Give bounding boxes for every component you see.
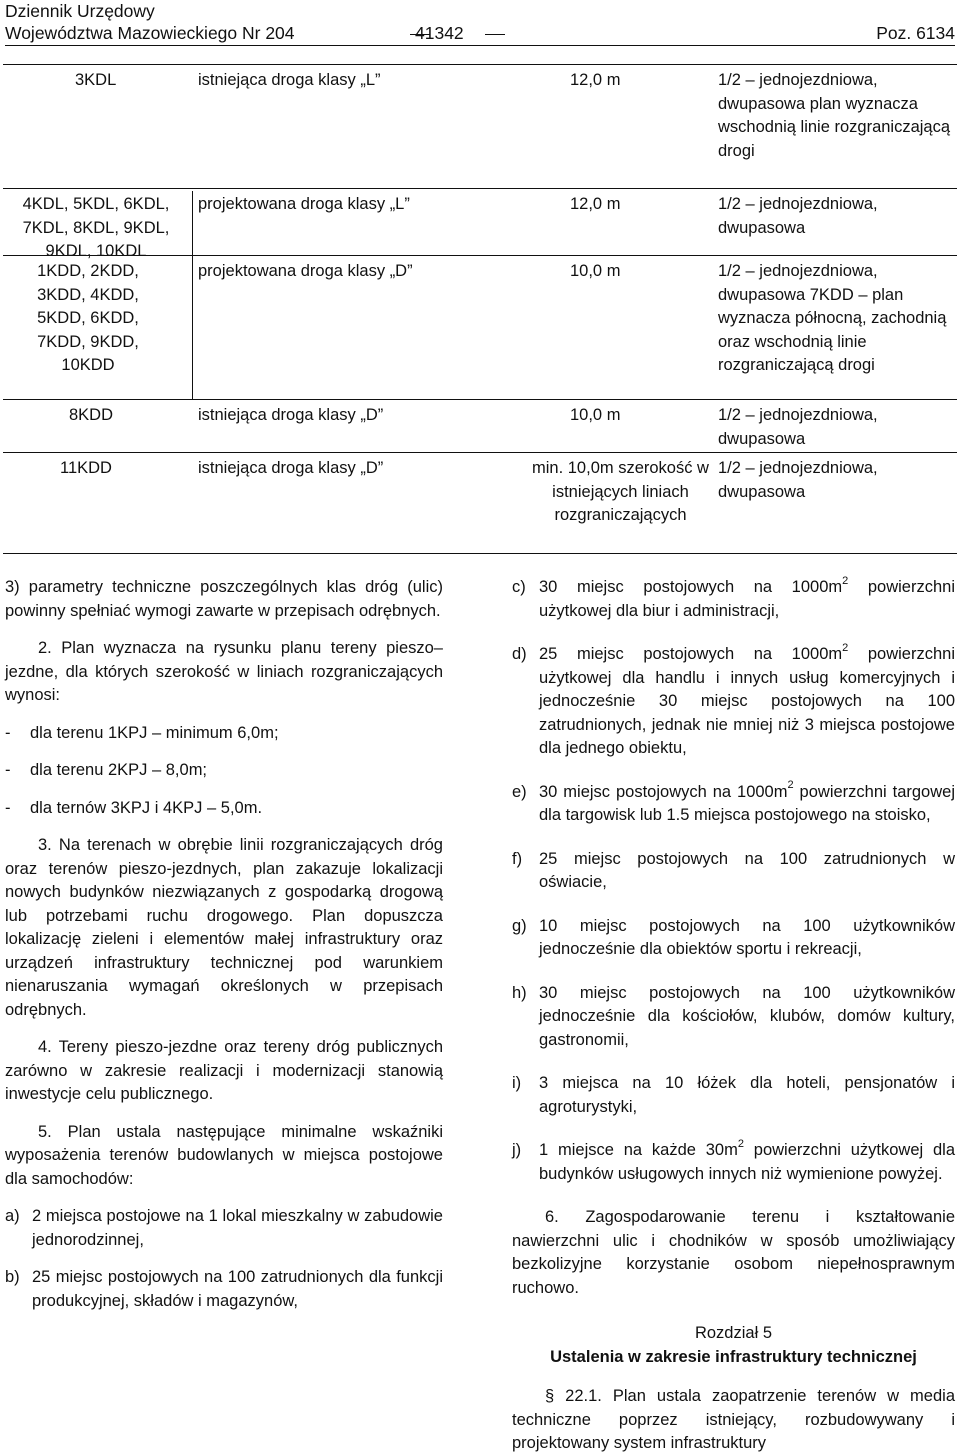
section-2: 2. Plan wyznacza na rysunku planu tereny pieszo–jezdne, dla których szerokość w liniach rozgraniczających wynosi: (5, 639, 443, 704)
journal-title: Dziennik Urzędowy (5, 1, 155, 21)
right-column (512, 576, 955, 1456)
road-type: projektowana droga klasy „D” (198, 262, 413, 280)
list-item: i) 3 miejsca na 10 łóżek dla hoteli, pensjonatów i agroturystyki, (512, 1074, 955, 1116)
road-symbol: 3KDL (75, 71, 117, 89)
paragraph-22: § 22.1. Plan ustala zaopatrzenie terenów w media techniczne poprzez istniejący, rozbudowywany i projektowany system infrastruktury (512, 1387, 955, 1452)
road-width: 12,0 m (570, 71, 621, 89)
list-item: f) 25 miejsc postojowych na 100 zatrudnionych w oświacie, (512, 849, 955, 891)
table-row (3, 452, 957, 553)
road-notes: 1/2 – jednojezdniowa, dwupasowa (718, 459, 878, 501)
list-item: a) 2 miejsca postojowe na 1 lokal mieszkalny w zabudowie jednorodzinnej, (5, 1207, 443, 1249)
road-type: projektowana droga klasy „L” (198, 195, 410, 213)
road-type: istniejąca droga klasy „L” (198, 71, 381, 89)
chapter-title: Ustalenia w zakresie infrastruktury technicznej (550, 1347, 917, 1366)
left-column (5, 576, 443, 1313)
road-type: istniejąca droga klasy „D” (198, 459, 384, 477)
road-width: 10,0 m (570, 406, 621, 424)
road-type: istniejąca droga klasy „D” (198, 406, 384, 424)
list-item: j) 1 miejsce na każde $30m^2$ powierzchni użytkowej dla budynków usługowych innych niż wymienione powyżej. (512, 1137, 955, 1183)
section-3: 3. Na terenach w obrębie linii rozgraniczających dróg oraz terenów pieszo-jezdnych, plan zakazuje lokalizacji nowych budynków niezwiązanych z gospodarką drogową lub potrzebami ruchu drogowego. Plan dopuszcza lokalizację zieleni i elementów małej infrastruktury oraz urządzeń infrastruktury technicznej pod warunkiem nienaruszania wymagań określonych w przepisach odrębnych. (5, 836, 443, 1019)
road-symbol: 8KDD (69, 406, 114, 424)
road-symbol: 4KDL, 5KDL, 6KDL, 7KDL, 8KDL, 9KDL, 9KDL, 10KDL (22, 195, 170, 260)
paragraph-3-parameters: 3) parametry techniczne poszczególnych klas dróg (ulic) powinny spełniać wymogi zawarte w przepisach odrębnych. (5, 578, 443, 620)
journal-subtitle: Województwa Mazowieckiego Nr 204 (5, 23, 295, 43)
table-row (3, 399, 957, 452)
list-item: h) 30 miejsc postojowych na 100 użytkowników jednocześnie dla kościołów, klubów, domów kultury, gastronomii, (512, 983, 955, 1049)
road-notes: 1/2 – jednojezdniowa, dwupasowa plan wyznacza wschodnią linie rozgraniczającą drogi (718, 71, 951, 160)
position-number: Poz. 6134 (876, 23, 955, 43)
road-width: 10,0 m (570, 262, 621, 280)
section-6: 6. Zagospodarowanie terenu i kształtowanie nawierzchni ulic i chodników w sposób umożliwiający bezkolizyjne korzystanie osobom niepełnosprawnym ruchowo. (512, 1208, 955, 1297)
list-item: d) 25 miejsc postojowych na $1000m^2$ powierzchni użytkowej dla handlu i innych usług komercyjnych i jednocześnie 30 miejsc postojowych na 100 zatrudnionych, jednak nie mniej niż 3 miejsca postojowe dla jednego obiektu, (512, 641, 955, 757)
chapter-number: Rozdział 5 (694, 1324, 773, 1342)
list-item: - dla terenu 1KPJ – minimum 6,0m; (5, 723, 279, 742)
list-item: e) 30 miejsc postojowych na $1000m^2$ powierzchni targowej dla targowisk lub 1.5 miejsca postojowego na stoisko, (512, 779, 955, 824)
list-item: - dla ternów 3KPJ i 4KPJ – 5,0m. (5, 798, 263, 817)
road-symbol: 11KDD (60, 459, 112, 477)
road-notes: 1/2 – jednojezdniowa, dwupasowa (718, 195, 878, 237)
road-classes-table (3, 64, 957, 554)
road-width: min. 10,0m szerokość w istniejących liniach rozgraniczających (532, 459, 709, 524)
list-item: c) 30 miejsc postojowych na $1000m^2$ powierzchni użytkowej dla biur i administracji, (512, 574, 955, 620)
road-symbol: 1KDD, 2KDD, 3KDD, 4KDD, 5KDD, 6KDD, 7KDD, 9KDD, 10KDD (37, 262, 139, 374)
list-item: b) 25 miejsc postojowych na 100 zatrudnionych dla funkcji produkcyjnej, składów i magazynów, (5, 1268, 443, 1310)
table-row (3, 188, 957, 260)
page-header (5, 0, 955, 46)
road-width: 12,0 m (570, 195, 621, 213)
header-divider (5, 45, 955, 46)
section-4: 4. Tereny pieszo-jezdne oraz tereny dróg publicznych zarówno w zakresie realizacji i modernizacji stanowią inwestycje celu publicznego. (5, 1038, 443, 1103)
list-item: g) 10 miejsc postojowych na 100 użytkowników jednocześnie dla obiektów sportu i rekreacji, (512, 916, 955, 958)
list-item: - dla terenu 2KPJ – 8,0m; (5, 761, 208, 779)
table-row (3, 65, 957, 188)
header-rule-right (485, 34, 505, 35)
section-5: 5. Plan ustala następujące minimalne wskaźniki wyposażenia terenów budowlanych w miejsca postojowe dla samochodów: (5, 1122, 443, 1188)
table-row (3, 255, 957, 399)
page-number: 41342 (415, 23, 464, 43)
road-notes: 1/2 – jednojezdniowa, dwupasowa 7KDD – plan wyznacza północną, zachodnią oraz wschodnią linie rozgraniczającą drogi (718, 262, 947, 374)
road-notes: 1/2 – jednojezdniowa, dwupasowa (718, 406, 878, 448)
